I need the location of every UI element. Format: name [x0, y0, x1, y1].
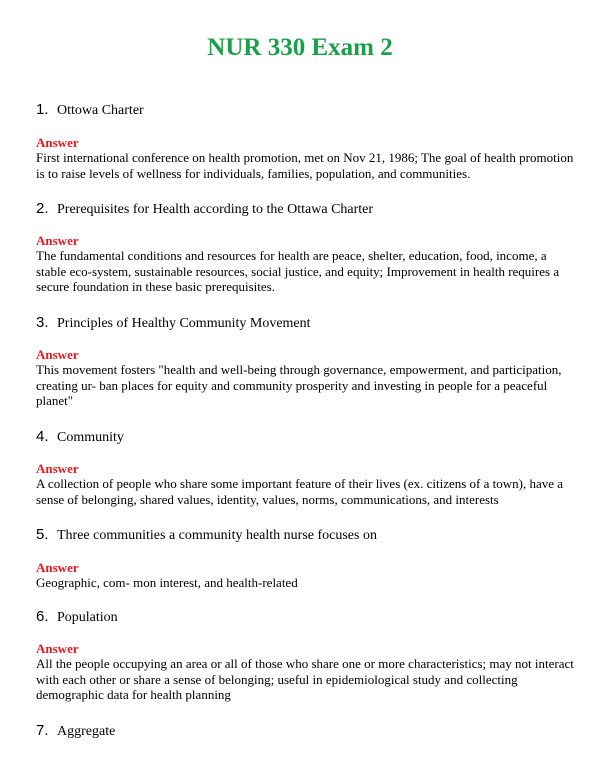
question-number: 3.	[36, 314, 49, 331]
answer-4: A collection of people who share some important feature of their lives (ex. citizens of a town), have a sense of belonging, shared values, identity, values, norms, communications, and interests	[36, 476, 564, 507]
answer-label: Answer	[36, 135, 79, 150]
question-text: Community	[57, 430, 124, 445]
question-6	[36, 608, 118, 626]
question-number: 7.	[36, 722, 49, 739]
answer-label: Answer	[36, 641, 79, 656]
question-number: 1.	[36, 101, 49, 118]
question-text: Aggregate	[57, 724, 116, 739]
question-text: Three communities a community health nurse focuses on	[57, 528, 377, 543]
question-text: Principles of Healthy Community Movement	[57, 316, 311, 331]
question-text: Population	[57, 610, 118, 625]
question-7	[36, 722, 115, 740]
answer-2: The fundamental conditions and resources for health are peace, shelter, education, food, income, a stable eco-system, sustainable resources, social justice, and equity; Improvement in health requires a secure foundation in these basic prerequisites.	[36, 248, 560, 295]
question-text: Prerequisites for Health according to the Ottawa Charter	[57, 202, 374, 217]
answer-label: Answer	[36, 560, 79, 575]
question-number: 4.	[36, 428, 49, 445]
question-text: Ottowa Charter	[57, 103, 144, 118]
answer-label: Answer	[36, 233, 79, 248]
question-4	[36, 428, 124, 446]
question-number: 5.	[36, 526, 49, 543]
answer-label: Answer	[36, 347, 79, 362]
answer-5: Geographic, com- mon interest, and health-related	[36, 575, 298, 590]
answer-label: Answer	[36, 461, 79, 476]
question-number: 6.	[36, 608, 49, 625]
question-3	[36, 314, 311, 332]
question-5	[36, 526, 377, 544]
question-1	[36, 101, 144, 119]
answer-6: All the people occupying an area or all of those who share one or more characteristics; may not interact with each other or share a sense of belonging; useful in epidemiological study and collecting demographic data for health planning	[36, 656, 574, 703]
question-number: 2.	[36, 200, 49, 217]
answer-1: First international conference on health promotion, met on Nov 21, 1986; The goal of health promotion is to raise levels of wellness for individuals, families, population, and communities.	[36, 150, 574, 181]
page-title: NUR 330 Exam 2	[207, 34, 393, 61]
answer-3: This movement fosters "health and well-being through governance, empowerment, and participation, creating ur- ban places for equity and community prosperity and investing in people for a peaceful planet"	[36, 362, 562, 409]
question-2	[36, 200, 373, 218]
